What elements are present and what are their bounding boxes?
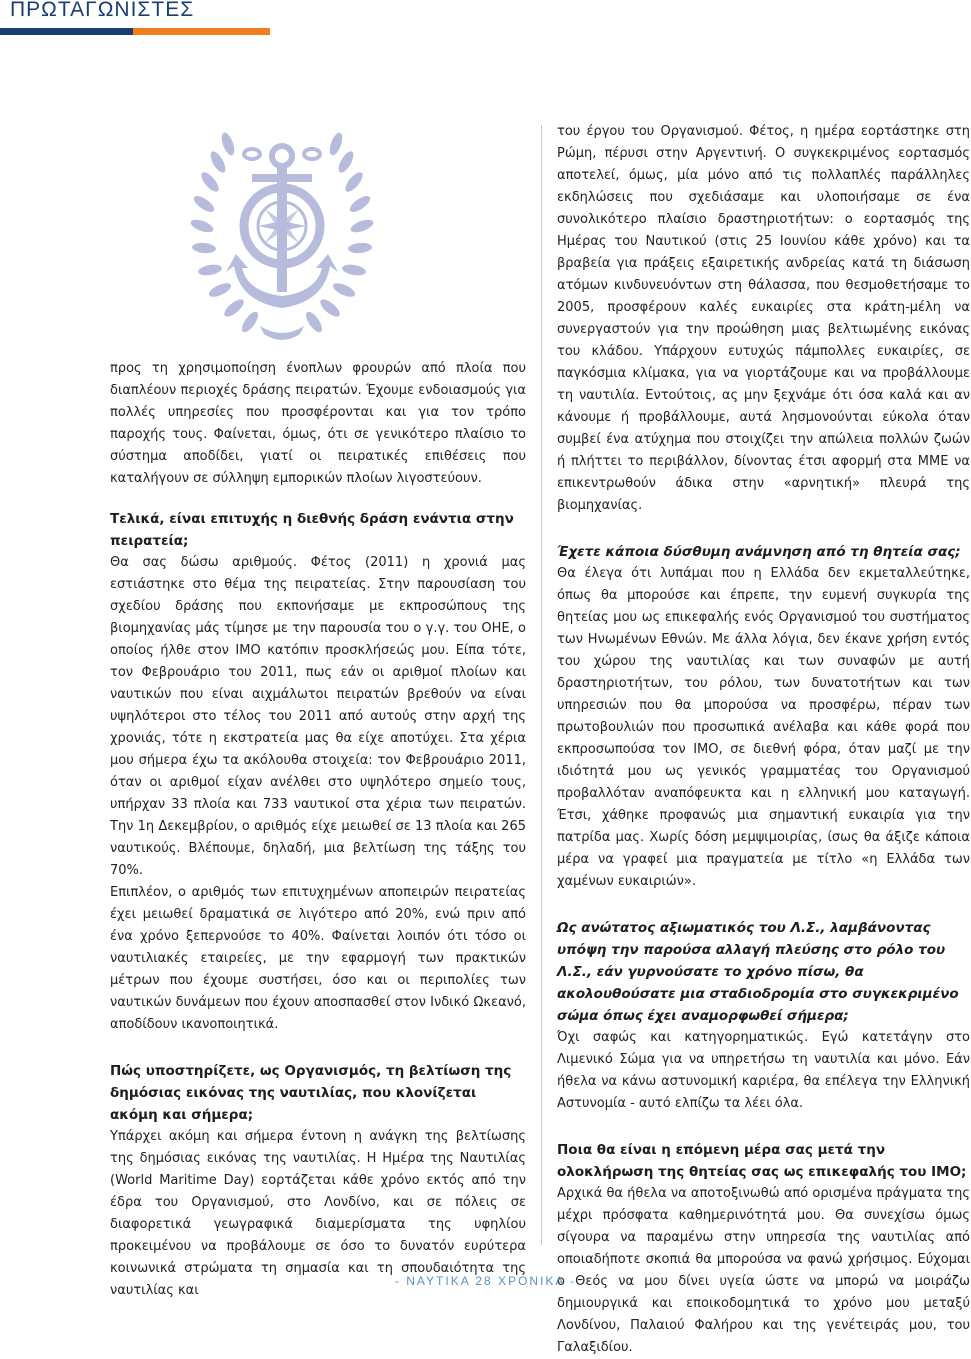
answer-career-paragraph: Όχι σαφώς και κατηγορηματικώς. Εγώ κατετάγην στο Λιμενικό Σώμα για να υπηρετήσω τη ναυτιλία και μόνο. Εάν ήθελα να κάνω αστυνομική καριέρα, θα επέλεγα την Ελληνική Αστυνομία - αυτό ελπίζω τα λέει όλα. [557, 1030, 970, 1111]
header-bar-blue [0, 28, 133, 35]
intro-paragraph: προς τη χρησιμοποίηση ένοπλων φρουρών από πλοία που διαπλέουν περιοχές δράσης πειρατών. Έχουμε ενδοιασμούς για πολλές υπηρεσίες που προσφέρονται και για τον τρόπο παροχής τους. Φαίνεται, όμως, ότι σε γενικότερο πλαίσιο το σύστημα αποδίδει, γιατί οι πειρατικές επιθέσεις που καταλήγουν σε σύλληψη εμπορικών πλοίων λιγοστεύουν. [110, 361, 526, 486]
question-public-image-heading: Πώς υποστηρίζετε, ως Οργανισμός, τη βελτίωση της δημόσιας εικόνας της ναυτιλίας, που κλονίζεται ακόμη και σήμερα; [110, 1063, 512, 1123]
question-career-heading: Ως ανώτατος αξιωματικός του Λ.Σ., λαμβάνοντας υπόψη την παρούσα αλλαγή πλεύσης στο ρόλο του Λ.Σ., εάν γυρνούσατε το χρόνο πίσω, θα ακολουθούσατε μια σταδιοδρομία στο συγκεκριμένο σώμα όπως έχει αναμορφωθεί σήμερα; [557, 920, 959, 1024]
question-piracy-heading: Τελικά, είναι επιτυχής η διεθνής δράση ενάντια στην πειρατεία; [110, 511, 514, 549]
laurel-right [303, 131, 374, 335]
left-intro-block [110, 358, 526, 490]
column-divider [541, 125, 542, 1245]
answer-piracy-paragraph-1: Θα σας δώσω αριθμούς. Φέτος (2011) η χρονιά μας εστιάστηκε στο θέμα της πειρατείας. Στην παρουσίαση του σχεδίου δράσης που εκπονήσαμε με εκπροσώπους της βιομηχανίας μάς τίμησε με την παρουσία του ο γ.γ. του ΟΗΕ, ο οποίος ήλθε στον ΙΜΟ κατόπιν προσκλήσεώς μου. Είπα τότε, τον Φεβρουάριο του 2011, πως εάν οι αριθμοί πλοίων και ναυτικών που είναι αιχμάλωτοι πειρατών βρεθούν να είναι υψηλότεροι στο τέλος του 2011 από αυτούς στην αρχή της χρονιάς, τότε η εκστρατεία μας θα είχε αποτύχει. Στα χέρια μου σήμερα έχω τα ακόλουθα στοιχεία: τον Φεβρουάριο 2011, όταν οι αριθμοί είχαν ανέλθει στο υψηλότερο σημείο τους, υπήρχαν 33 πλοία και 733 ναυτικοί στα χέρια των πειρατών. Την 1η Δεκεμβρίου, ο αριθμός είχε μειωθεί σε 13 πλοία και 265 ναυτικούς. Βλέπουμε, δηλαδή, μια βελτίωση της τάξης του 70%. [110, 555, 526, 878]
page-footer: - ΝΑΥΤΙΚΑ 28 ΧΡΟΝΙΚΑ - [394, 1274, 577, 1288]
answer-memory-paragraph: Θα έλεγα ότι λυπάμαι που η Ελλάδα δεν εκμεταλλεύτηκε, όπως θα μπορούσε και έπρεπε, την ευμενή συγκυρία της θητείας μου ως επικεφαλής ενός Οργανισμού του συστήματος των Ηνωμένων Εθνών. Με άλλα λόγια, δεν έκανε χρήση εντός του χώρου της ναυτιλίας και των συναφών με αυτή δραστηριοτήτων, του ρόλου, των δυνατοτήτων και των υπηρεσιών που θα μπορούσα να προσφέρω, πέραν των πρωτοβουλιών που προσωπικά ανέλαβα και κάθε φορά που εκπροσωπούσα τον ΙΜΟ, σε διεθνή φόρα, όταν μαζί με την ιδιότητά μου ως γενικός γραμματέας του Οργανισμού προβαλλόταν αναπόφευκτα και η ελληνική μου καταγωγή. Έτσι, χάθηκε προφανώς μια σημαντική ευκαιρία για την πατρίδα μας. Χωρίς δόση μεμψιμοιρίας, ίσως θα άξιζε κάποια μέρα να γραφεί μια πραγματεία με τίτλο «η Ελλάδα των χαμένων ευκαιριών». [557, 566, 970, 889]
section-title: ΠΡΩΤΑΓΩΝΙΣΤΕΣ [10, 0, 195, 21]
right-column [557, 121, 970, 1359]
imo-emblem-icon [190, 126, 374, 348]
answer-next-day-paragraph: Αρχικά θα ήθελα να αποτοξινωθώ από ορισμένα πράγματα της μέχρι πρόσφατα καθημερινότητά μου. Θα συνεχίσω όμως σίγουρα να παραμένω στην υπηρεσία της ναυτιλίας από οποιαδήποτε σκοπιά θα μπορούσα να φανώ χρήσιμος. Εύχομαι ο Θεός να μου δίνει υγεία ώστε να μπορώ να μοιράζω δημιουργικά και εποικοδομητικά το χρόνο μου μεταξύ Λονδίνου, Παλαιού Φαλήρου και της γενέτειράς μου, του Γαλαξιδίου. [557, 1186, 970, 1355]
question-memory-heading: Έχετε κάποια δύσθυμη ανάμνηση από τη θητεία σας; [557, 544, 961, 560]
header-bar-orange [133, 28, 270, 35]
laurel-left [190, 131, 261, 335]
continued-paragraph: του έργου του Οργανισμού. Φέτος, η ημέρα εορτάστηκε στη Ρώμη, πέρυσι στην Αργεντινή. Ο συγκεκριμένος εορτασμός αποτελεί, όμως, μία μόνο από τις πολλαπλές παράλληλες εκδηλώσεις που σχεδιάσαμε και υλοποιήσαμε σε ένα συνολικότερο πλαίσιο δραστηριοτήτων: ο εορτασμός της Ημέρας του Ναυτικού (στις 25 Ιουνίου κάθε χρόνο) και τα βραβεία για πράξεις εξαιρετικής ανδρείας κατά τη διάσωση ατόμων κινδυνευόντων στη θάλασσα, που θεσμοθετήσαμε το 2005, προσφέρουν καλές ευκαιρίες στα κράτη-μέλη να συνεργαστούν για την προώθηση μιας βελτιωμένης εικόνας του κλάδου. Υπάρχουν ευτυχώς πάμπολλες ευκαιρίες, σε παγκόσμια κλίμακα, για να γιορτάζουμε και να προβάλλουμε τη ναυτιλία. Εντούτοις, ας μην ξεχνάμε ότι όσα καλά και αν κάνουμε ή προβάλλουμε, αυτά λησμονούνται εύκολα όταν συμβεί ένα ατύχημα που στοιχίζει την απώλεια πολλών ζωών ή πλήττει το περιβάλλον, δίνοντας έτσι αφορμή στα ΜΜΕ να επικεντρωθούν άδικα στην «αρνητική» πλευρά της βιομηχανίας. [557, 124, 970, 513]
answer-public-image-paragraph: Υπάρχει ακόμη και σήμερα έντονη η ανάγκη της βελτίωσης της δημόσιας εικόνας της ναυτιλίας. Η Ημέρα της Ναυτιλίας (World Maritime Day) εορτάζεται κάθε χρόνο εκτός από την έδρα του Οργανισμού, στο Λονδίνο, και σε πόλεις σε διαφορετικά γεωγραφικά διαμερίσματα της υφηλίου προκειμένου να προβάλουμε σε όσο το δυνατόν ευρύτερα κοινωνικά στρώματα τη σημασία και τη σπουδαιότητα της ναυτιλίας και [110, 1129, 526, 1298]
answer-piracy-paragraph-2: Επιπλέον, ο αριθμός των επιτυχημένων αποπειρών πειρατείας έχει μειωθεί δραματικά σε λιγότερο από 20%, ενώ πριν από ένα χρόνο ξεπερνούσε το 40%. Φαίνεται λοιπόν ότι τόσο οι ναυτιλιακές εταιρείες, με την εφαρμογή των πρακτικών μέτρων που έχουμε συστήσει, όσο και οι περιπολίες των ναυτικών δυνάμεων που έχουν αποσπασθεί στον Ινδικό Ωκεανό, αποδίδουν ικανοποιητικά. [110, 885, 526, 1032]
left-column [110, 508, 526, 1302]
question-next-day-heading: Ποια θα είναι η επόμενη μέρα σας μετά την ολοκλήρωση της θητείας σας ως επικεφαλής του ΙΜΟ; [557, 1142, 967, 1180]
